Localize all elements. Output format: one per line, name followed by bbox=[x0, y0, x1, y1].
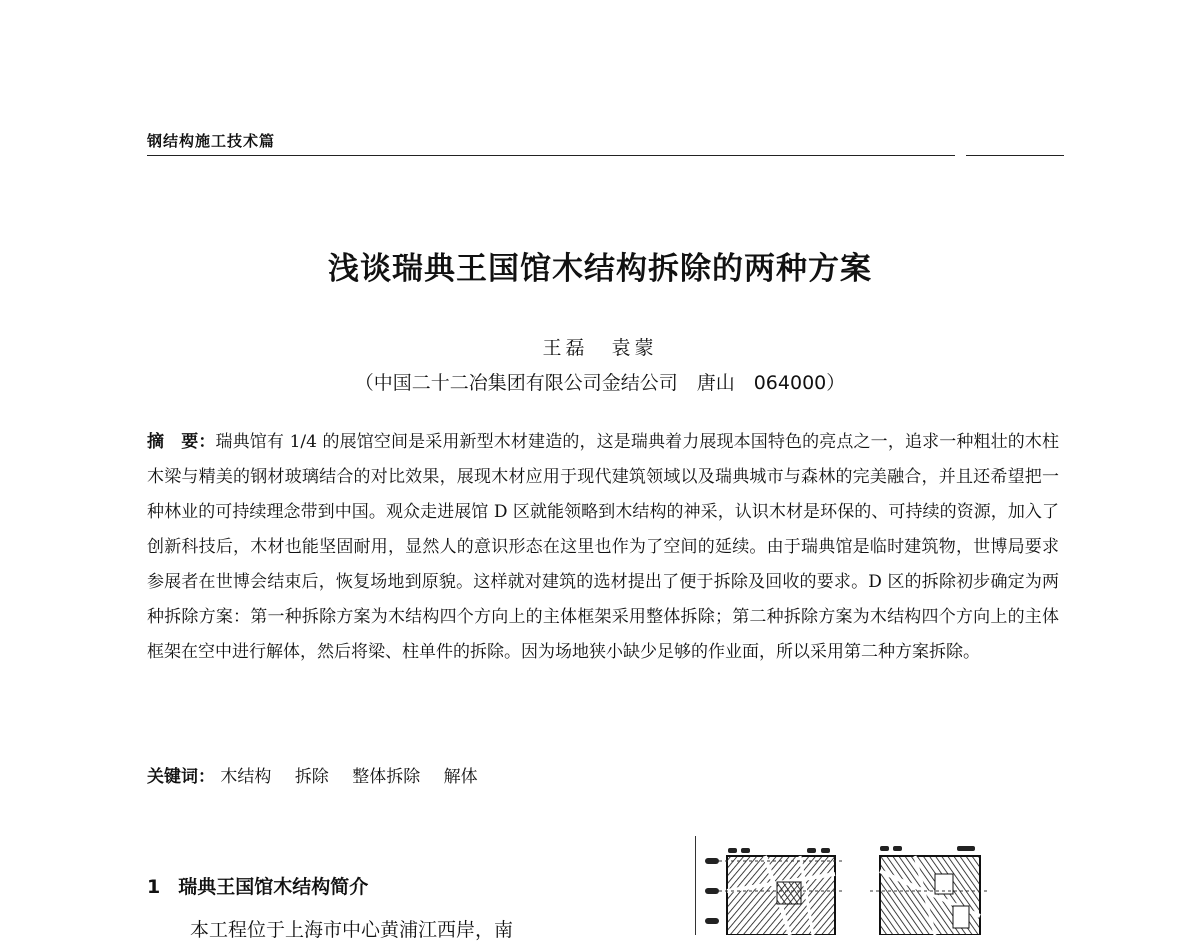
axis-markers-left bbox=[705, 858, 719, 924]
plan-right bbox=[870, 856, 990, 935]
structure-plan-figure bbox=[695, 836, 995, 935]
section-title: 瑞典王国馆木结构简介 bbox=[178, 876, 369, 898]
abstract bbox=[147, 425, 1059, 670]
paper-title: 浅谈瑞典王国馆木结构拆除的两种方案 bbox=[328, 251, 872, 287]
keyword: 解体 bbox=[443, 767, 478, 787]
affiliation: （中国二十二冶集团有限公司金结公司 唐山 064000） bbox=[354, 372, 846, 394]
body-text-line: 本工程位于上海市中心黄浦江西岸，南 bbox=[190, 919, 514, 941]
keywords-label: 关键词： bbox=[147, 767, 215, 787]
abstract-label: 摘 要： bbox=[147, 432, 216, 452]
header-rule bbox=[147, 155, 955, 156]
section-number: 1 bbox=[147, 876, 161, 898]
axis-markers-top bbox=[728, 846, 975, 853]
plan-drawing bbox=[695, 836, 995, 935]
keyword: 整体拆除 bbox=[352, 767, 421, 787]
section-heading bbox=[147, 872, 368, 899]
header-rule-short bbox=[966, 155, 1064, 156]
keyword: 拆除 bbox=[294, 767, 329, 787]
keywords bbox=[147, 762, 1059, 792]
running-head: 钢结构施工技术篇 bbox=[147, 132, 276, 150]
figure-left-rule bbox=[695, 836, 696, 935]
keyword: 木结构 bbox=[220, 767, 272, 787]
plan-left bbox=[719, 856, 845, 935]
authors: 王磊 袁蒙 bbox=[542, 337, 658, 359]
abstract-text: 瑞典馆有 1/4 的展馆空间是采用新型木材建造的，这是瑞典着力展现本国特色的亮点之一，追求一种粗壮的木柱木梁与精美的钢材玻璃结合的对比效果，展现木材应用于现代建筑领域以及瑞典城市与森林的完美融合，并且还希望把一种林业的可持续理念带到中国。观众走进展馆 D 区就能领略到木结构的神采，认识木材是环保的、可持续的资源，加入了创新科技后，木材也能坚固耐用，显然人的意识形态在这里也作为了空间的延续。由于瑞典馆是临时建筑物，世博局要求参展者在世博会结束后，恢复场地到原貌。这样就对建筑的选材提出了便于拆除及回收的要求。D 区的拆除初步确定为两种拆除方案：第一种拆除方案为木结构四个方向上的主体框架采用整体拆除；第二种拆除方案为木结构四个方向上的主体框架在空中进行解体，然后将梁、柱单件的拆除。因为场地狭小缺少足够的作业面，所以采用第二种方案拆除。 bbox=[147, 432, 1060, 662]
